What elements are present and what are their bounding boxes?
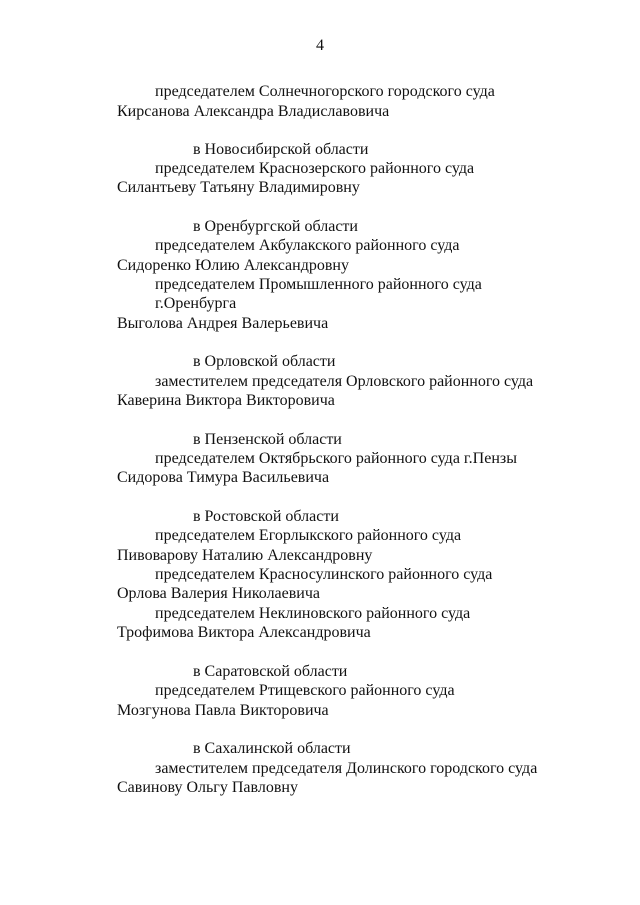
appointee-name: Сидорова Тимура Васильевича xyxy=(117,469,330,486)
appointment-position: председателем Красносулинского районного суда xyxy=(155,566,493,583)
appointee-name: Орлова Валерия Николаевича xyxy=(117,585,321,602)
page-number: 4 xyxy=(316,37,324,54)
appointment-position-continued: г.Оренбурга xyxy=(155,295,237,312)
appointee-name: Кирсанова Александра Владиславовича xyxy=(117,103,390,120)
region-heading: в Орловской области xyxy=(193,353,336,370)
appointee-name: Трофимова Виктора Александровича xyxy=(117,624,371,641)
appointee-name: Мозгунова Павла Викторовича xyxy=(117,702,329,719)
appointment-position: председателем Неклиновского районного суда xyxy=(155,605,471,622)
region-heading: в Ростовской области xyxy=(193,508,339,525)
region-heading: в Новосибирской области xyxy=(193,141,369,158)
appointment-position: председателем Солнечногорского городского суда xyxy=(155,83,495,100)
appointment-position: председателем Промышленного районного суда xyxy=(155,276,482,293)
appointment-position: председателем Краснозерского районного суда xyxy=(155,160,475,177)
appointee-name: Савинову Ольгу Павловну xyxy=(117,779,298,796)
region-heading: в Оренбургской области xyxy=(193,218,358,235)
appointee-name: Пивоварову Наталию Александровну xyxy=(117,547,373,564)
appointee-name: Каверина Виктора Викторовича xyxy=(117,392,335,409)
appointee-name: Сидоренко Юлию Александровну xyxy=(117,257,349,274)
appointment-position: заместителем председателя Долинского городского суда xyxy=(155,760,538,777)
appointment-position: председателем Егорлыкского районного суда xyxy=(155,527,462,544)
appointment-position: председателем Октябрьского районного суда г.Пензы xyxy=(155,450,517,467)
region-heading: в Саратовской области xyxy=(193,663,348,680)
appointee-name: Силантьеву Татьяну Владимировну xyxy=(117,179,360,196)
appointee-name: Выголова Андрея Валерьевича xyxy=(117,315,329,332)
appointment-position: председателем Акбулакского районного суда xyxy=(155,237,460,254)
region-heading: в Пензенской области xyxy=(193,431,342,448)
region-heading: в Сахалинской области xyxy=(193,740,351,757)
appointment-position: заместителем председателя Орловского районного суда xyxy=(155,373,534,390)
appointment-position: председателем Ртищевского районного суда xyxy=(155,682,455,699)
